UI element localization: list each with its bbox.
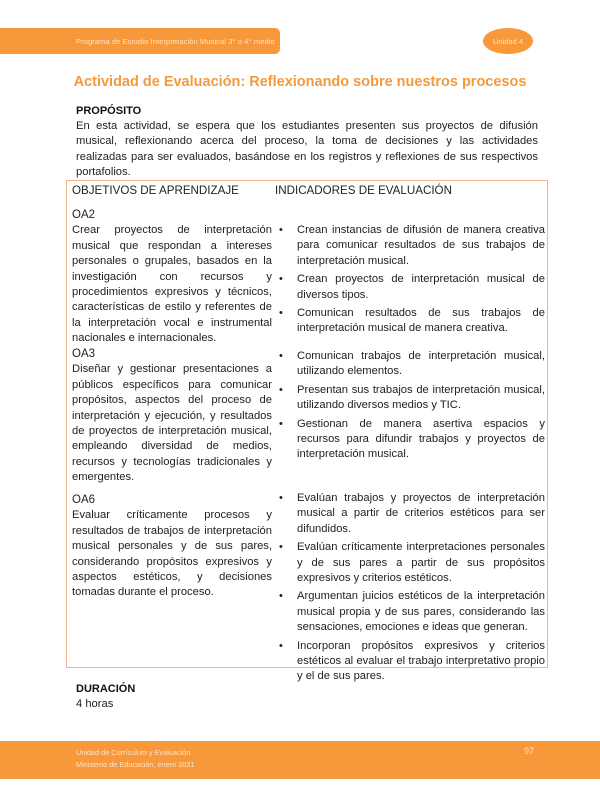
indicator-item: • Evalúan trabajos y proyectos de interpretación musical a partir de criterios estéticos para ser difundidos. xyxy=(279,492,545,535)
purpose-text: En esta actividad, se espera que los estudiantes presenten sus proyectos de difusión musical, reflexionando acerca del proceso, la toma de decisiones y las actividades realizadas para ser evaluados, basándose en los registros y reflexiones de sus respectivos portafolios. xyxy=(76,120,538,178)
duration-value: 4 horas xyxy=(76,698,114,710)
program-title: Programa de Estudio Interpretación Musical 3° o 4° medio xyxy=(76,36,275,46)
bullet-icon: • xyxy=(279,590,283,603)
indicator-item: • Comunican resultados de sus trabajos de interpretación musical de manera creativa. xyxy=(279,307,545,335)
oa-code: OA6 xyxy=(72,494,96,506)
page-title: Actividad de Evaluación: Reflexionando sobre nuestros procesos xyxy=(73,74,527,90)
indicator-item: • Comunican trabajos de interpretación musical, utilizando elementos. xyxy=(279,350,545,378)
objectives-header: OBJETIVOS DE APRENDIZAJE xyxy=(72,184,239,197)
bullet-icon: • xyxy=(279,639,283,652)
oa-code: OA2 xyxy=(72,209,96,221)
bullet-icon: • xyxy=(279,492,283,504)
unit-badge: Unidad 4 xyxy=(483,28,533,54)
indicator-item: • Evalúan críticamente interpretaciones personales y de sus pares a partir de sus propósitos expresivos y criterios estéticos. xyxy=(279,541,545,585)
duration-label: DURACIÓN xyxy=(76,683,136,695)
oa-code: OA3 xyxy=(72,348,96,360)
page-number: 97 xyxy=(524,746,535,756)
indicator-item: • Presentan sus trabajos de interpretación musical, utilizando diversos medios y TIC. xyxy=(279,383,545,412)
footer-unit: Unidad de Currículum y Evaluación xyxy=(76,748,191,757)
purpose-label: PROPÓSITO xyxy=(76,105,142,117)
indicator-item: • Incorporan propósitos expresivos y criterios estéticos al evaluar el trabajo interpretativo propio y el de sus pares. xyxy=(279,639,545,683)
objectives-indicators-table xyxy=(66,180,548,683)
bullet-icon: • xyxy=(279,383,283,396)
bullet-icon: • xyxy=(279,350,283,362)
bullet-icon: • xyxy=(279,307,283,320)
indicator-item: • Gestionan de manera asertiva espacios y recursos para difundir trabajos y proyectos de interpretación musical. xyxy=(279,417,545,461)
page-footer xyxy=(0,741,600,779)
header-program-bar xyxy=(0,28,280,54)
indicator-item: • Crean instancias de difusión de manera creativa para comunicar resultados de sus trabajos de interpretación musical. xyxy=(279,224,545,267)
indicators-header: INDICADORES DE EVALUACIÓN xyxy=(275,184,452,197)
objective-oa6 xyxy=(72,493,272,601)
footer-ministry: Ministerio de Educación, enero 2021 xyxy=(76,760,195,769)
objective-oa2 xyxy=(72,208,272,347)
objective-oa3 xyxy=(72,347,272,486)
bullet-icon: • xyxy=(279,541,283,554)
oa-description: Evaluar críticamente procesos y resultados de trabajos de interpretación musical personales y de sus pares, considerando propósitos expresivos y aspectos estéticos, y decisiones tomadas durante el proceso. xyxy=(72,509,272,599)
oa-description: Diseñar y gestionar presentaciones a públicos específicos para comunicar propósitos, aspectos del proceso de interpretación y ejecución, y resultados de proyectos de interpretación musical, empleando diversidad de medios, recursos y tecnologías tradicionales y emergentes. xyxy=(72,363,272,484)
indicators-oa3 xyxy=(275,349,545,466)
bullet-icon: • xyxy=(279,273,283,286)
indicator-item: • Crean proyectos de interpretación musical de diversos tipos. xyxy=(279,273,545,301)
bullet-icon: • xyxy=(279,224,283,236)
oa-description: Crear proyectos de interpretación musical que respondan a intereses personales o grupales, basados en la investigación con recursos y procedimientos expresivos y técnicos, características de estilo y referentes de la interpretación vocal e instrumental nacionales e internacionales. xyxy=(72,224,272,345)
indicator-item: • Argumentan juicios estéticos de la interpretación musical propia y de sus pares, considerando las sensaciones, emociones e ideas que generan. xyxy=(279,590,545,634)
bullet-icon: • xyxy=(279,417,283,430)
indicators-oa6 xyxy=(275,491,545,688)
indicators-oa2 xyxy=(275,223,545,340)
